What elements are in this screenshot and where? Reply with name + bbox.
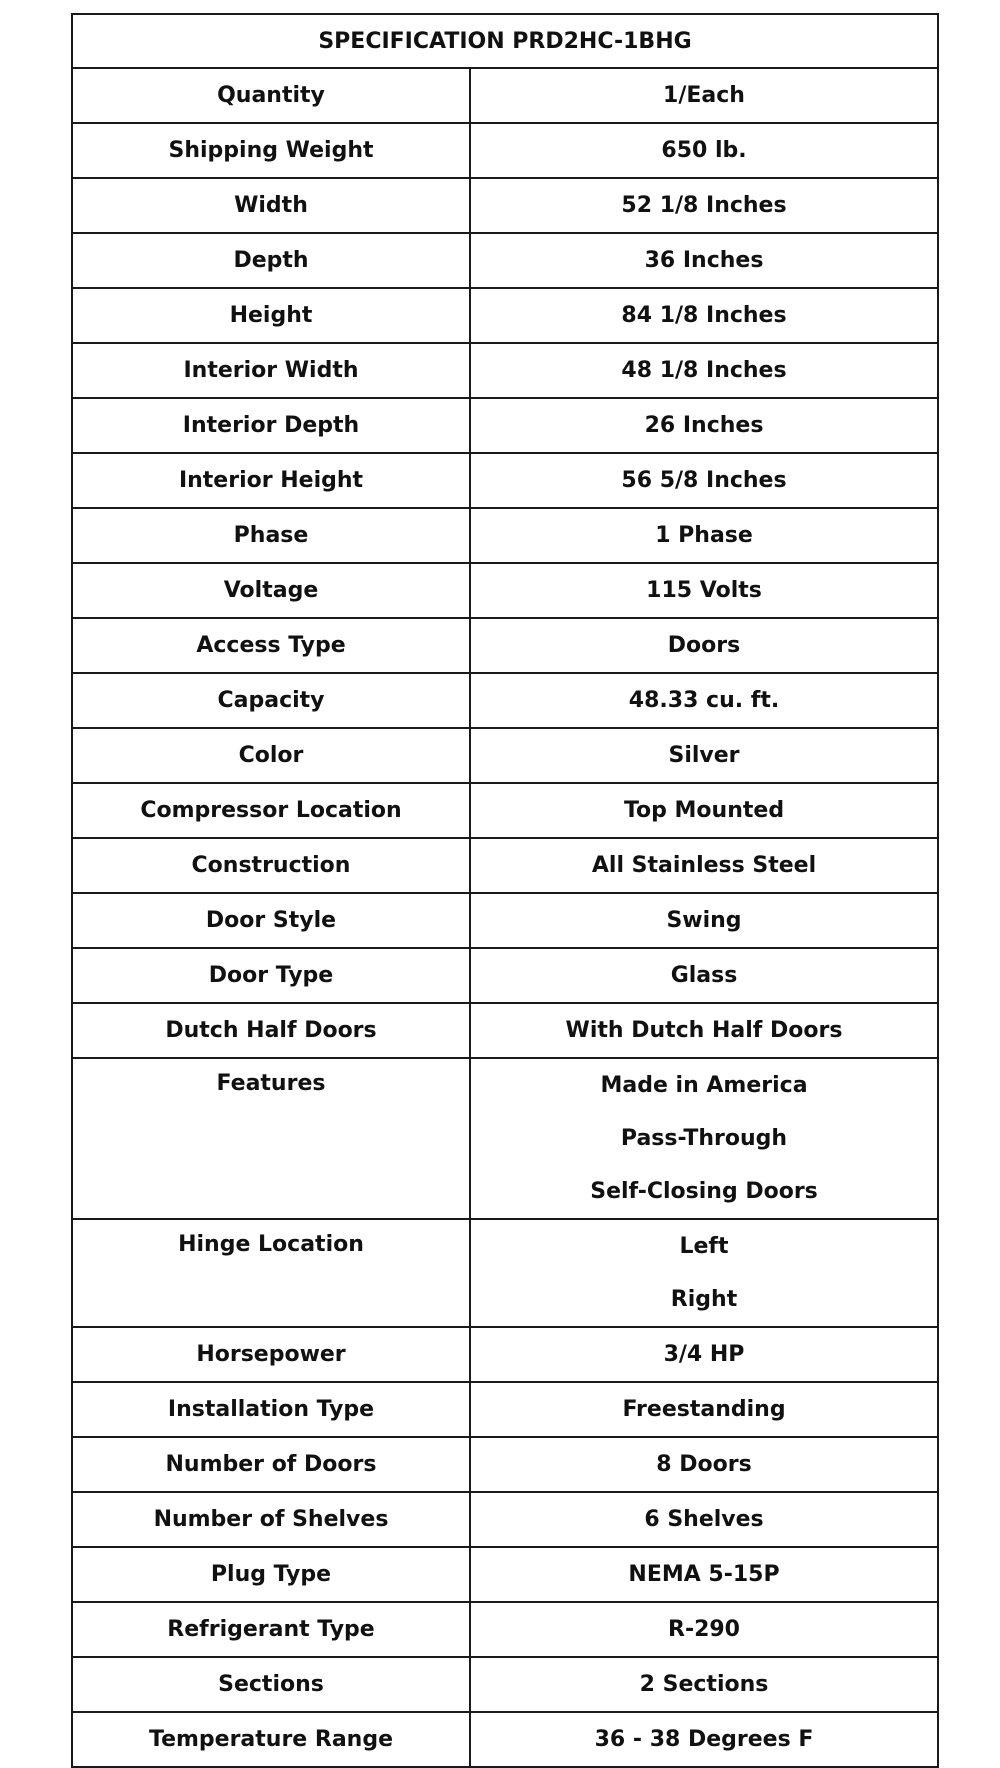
spec-value-line: Glass (670, 963, 738, 988)
table-row (72, 398, 938, 453)
spec-label: Door Type (72, 948, 470, 1003)
spec-value-line: Freestanding (622, 1397, 786, 1422)
spec-value (470, 1657, 938, 1712)
spec-value (470, 783, 938, 838)
spec-rows (72, 68, 938, 1767)
spec-value-line: 84 1/8 Inches (621, 303, 787, 328)
spec-value-line: R-290 (668, 1617, 740, 1642)
spec-value (470, 1058, 938, 1219)
table-row (72, 453, 938, 508)
table-row (72, 948, 938, 1003)
spec-value (470, 398, 938, 453)
spec-value-line: With Dutch Half Doors (565, 1018, 843, 1043)
spec-label: Sections (72, 1657, 470, 1712)
table-row (72, 1382, 938, 1437)
spec-label: Width (72, 178, 470, 233)
spec-value-line: Right (670, 1287, 738, 1312)
spec-label: Interior Depth (72, 398, 470, 453)
spec-value (470, 1602, 938, 1657)
spec-value-line: 26 Inches (644, 413, 764, 438)
spec-label: Refrigerant Type (72, 1602, 470, 1657)
table-row (72, 838, 938, 893)
title-row (72, 14, 938, 68)
spec-value (470, 123, 938, 178)
spec-value (470, 618, 938, 673)
table-row (72, 1327, 938, 1382)
spec-value-line: 52 1/8 Inches (621, 193, 787, 218)
spec-value (470, 1437, 938, 1492)
table-row (72, 1657, 938, 1712)
table-row (72, 1547, 938, 1602)
table-row (72, 728, 938, 783)
spec-value (470, 288, 938, 343)
table-row (72, 508, 938, 563)
table-row (72, 123, 938, 178)
spec-value (470, 1547, 938, 1602)
spec-label: Plug Type (72, 1547, 470, 1602)
spec-value (470, 343, 938, 398)
table-row (72, 893, 938, 948)
spec-label: Quantity (72, 68, 470, 123)
spec-label: Door Style (72, 893, 470, 948)
spec-value-line: Pass-Through (620, 1126, 788, 1151)
spec-label: Construction (72, 838, 470, 893)
spec-value-line: 3/4 HP (663, 1342, 745, 1367)
table-row (72, 233, 938, 288)
spec-value-line: Left (679, 1234, 729, 1259)
table-row (72, 288, 938, 343)
spec-value-line: Made in America (600, 1073, 808, 1098)
table-row (72, 1003, 938, 1058)
spec-value-line: Self-Closing Doors (590, 1179, 818, 1204)
table-row (72, 1058, 938, 1219)
spec-label: Features (72, 1058, 470, 1219)
table-row (72, 563, 938, 618)
spec-label: Access Type (72, 618, 470, 673)
spec-label: Phase (72, 508, 470, 563)
spec-value (470, 948, 938, 1003)
spec-label: Temperature Range (72, 1712, 470, 1767)
spec-label: Interior Height (72, 453, 470, 508)
spec-value-line: 115 Volts (646, 578, 762, 603)
table-row (72, 68, 938, 123)
spec-value (470, 728, 938, 783)
spec-value-line: 48 1/8 Inches (621, 358, 787, 383)
spec-value (470, 563, 938, 618)
spec-label: Color (72, 728, 470, 783)
spec-label: Compressor Location (72, 783, 470, 838)
table-row (72, 618, 938, 673)
spec-value (470, 1382, 938, 1437)
spec-label: Height (72, 288, 470, 343)
spec-label: Depth (72, 233, 470, 288)
spec-label: Dutch Half Doors (72, 1003, 470, 1058)
spec-value (470, 673, 938, 728)
spec-value-line: 36 - 38 Degrees F (594, 1727, 814, 1752)
spec-label: Number of Doors (72, 1437, 470, 1492)
spec-label: Interior Width (72, 343, 470, 398)
table-row (72, 1492, 938, 1547)
spec-value (470, 1327, 938, 1382)
spec-value-line: Doors (667, 633, 741, 658)
spec-value-line: 8 Doors (656, 1452, 752, 1477)
table-row (72, 178, 938, 233)
spec-value (470, 1219, 938, 1327)
spec-value-line: 650 lb. (661, 138, 747, 163)
spec-label: Horsepower (72, 1327, 470, 1382)
spec-value-line: Top Mounted (623, 798, 785, 823)
table-row (72, 783, 938, 838)
spec-value-line: 2 Sections (639, 1672, 769, 1697)
spec-value (470, 233, 938, 288)
spec-value (470, 1003, 938, 1058)
spec-label: Voltage (72, 563, 470, 618)
spec-value-line: 48.33 cu. ft. (628, 688, 780, 713)
spec-value-line: Swing (666, 908, 742, 933)
spec-label: Number of Shelves (72, 1492, 470, 1547)
spec-value-line: 6 Shelves (644, 1507, 764, 1532)
table-row (72, 1437, 938, 1492)
spec-label: Shipping Weight (72, 123, 470, 178)
spec-label: Capacity (72, 673, 470, 728)
spec-value-line: All Stainless Steel (591, 853, 817, 878)
spec-value-line: 56 5/8 Inches (621, 468, 787, 493)
spec-value (470, 178, 938, 233)
spec-value (470, 838, 938, 893)
table-title: SPECIFICATION PRD2HC-1BHG (72, 14, 938, 68)
spec-value-line: 36 Inches (644, 248, 764, 273)
spec-label: Hinge Location (72, 1219, 470, 1327)
table-row (72, 1219, 938, 1327)
spec-label: Installation Type (72, 1382, 470, 1437)
spec-value-line: 1 Phase (655, 523, 753, 548)
specification-table (71, 13, 939, 1768)
table-row (72, 1602, 938, 1657)
spec-value-line: NEMA 5-15P (628, 1562, 780, 1587)
spec-value (470, 893, 938, 948)
table-row (72, 673, 938, 728)
spec-value (470, 508, 938, 563)
table-row (72, 343, 938, 398)
spec-value (470, 68, 938, 123)
spec-value-line: Silver (668, 743, 740, 768)
spec-value-line: 1/Each (663, 83, 745, 108)
spec-value (470, 1492, 938, 1547)
spec-value (470, 453, 938, 508)
